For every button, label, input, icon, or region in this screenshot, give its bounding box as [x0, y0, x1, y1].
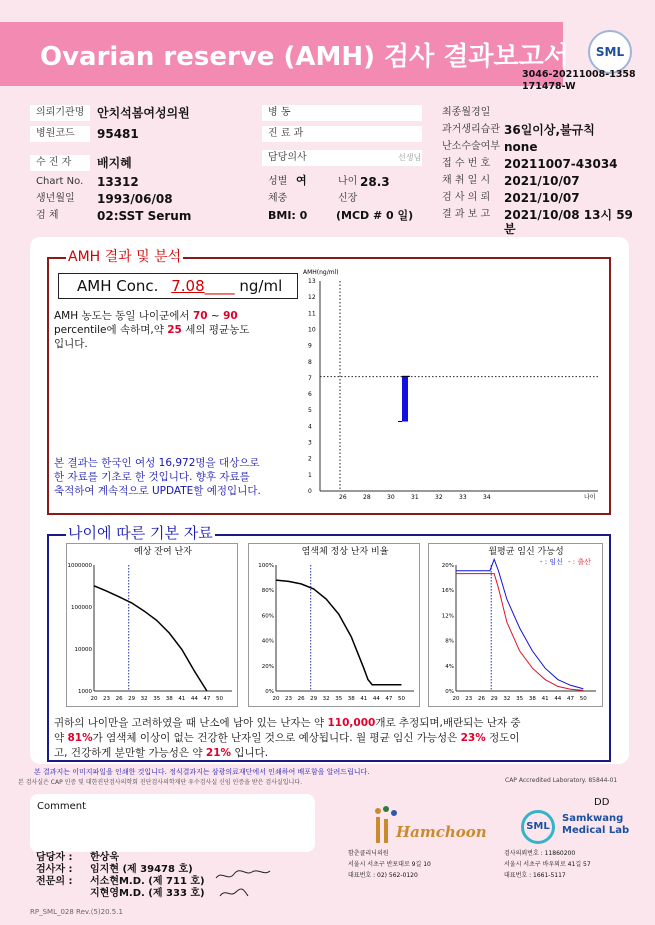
eggs-x-tick: 32: [140, 696, 148, 702]
eggs-series-line: [94, 586, 207, 691]
eggs-x-tick: 35: [153, 696, 161, 702]
staff-label: 담당자 :: [36, 852, 73, 863]
preg-chart: [428, 543, 603, 707]
normal-series-line: [276, 580, 401, 685]
normal-x-tick: 26: [297, 696, 305, 702]
hamchoon-line: 대표번호 : 02) 562-0120: [348, 872, 418, 879]
eggs-x-tick: 38: [165, 696, 173, 702]
label-birth: 생년월일: [36, 193, 75, 204]
value-hospital-code: 95481: [97, 127, 139, 141]
eggs-x-tick: 20: [90, 696, 98, 702]
normal-x-tick: 50: [397, 696, 405, 702]
sml-name-1: Samkwang: [562, 813, 624, 824]
amh-section-title: AMH 결과 및 분석: [66, 246, 183, 266]
eggs-y-tick: 1000000: [67, 563, 92, 569]
amh-note-line: 축적하여 계속적으로 UPDATE할 예정입니다.: [54, 485, 261, 497]
eggs-x-tick: 41: [178, 696, 186, 702]
report-id-line2: 171478-W: [522, 81, 576, 92]
label-specimen: 검 체: [36, 210, 59, 221]
amh-note-line: 본 결과는 한국인 여성 16,972명을 대상으로: [54, 457, 260, 469]
amh-conc-box: [58, 273, 298, 299]
staff-block: [36, 852, 205, 900]
amh-y-tick: 2: [308, 455, 312, 463]
sml-line: 서울시 서초구 바우뫼로 41길 57: [504, 861, 591, 868]
normal-y-tick: 60%: [261, 613, 274, 620]
preg-x-tick: 41: [541, 696, 549, 702]
label-hospital-code: 병원코드: [30, 126, 90, 142]
cap-number: CAP Accredited Laboratory. 85844-01: [505, 777, 618, 784]
amh-bar: [402, 376, 408, 421]
normal-x-tick: 32: [322, 696, 330, 702]
eggs-x-tick: 47: [203, 696, 211, 702]
value-mcd: (MCD # 0 일): [336, 209, 414, 222]
comment-box: [30, 794, 315, 852]
value-cycle: 36일이상,불규칙: [504, 123, 595, 137]
sum-e: 정도이: [489, 732, 520, 744]
label-receipt: 접 수 번 호: [442, 158, 491, 169]
amh-x-label: 나이: [584, 494, 596, 501]
amh-note-line: 한 자료를 기초로 한 것입니다. 향후 자료를: [54, 471, 250, 483]
staff-name: 서소현M.D. (제 711 호): [90, 876, 205, 887]
preg-legend-birth: - : 출산: [568, 558, 591, 566]
normal-x-tick: 38: [347, 696, 355, 702]
amh-y-tick: 12: [308, 294, 316, 302]
normal-x-tick: 41: [360, 696, 368, 702]
label-institution: 의뢰기관명: [30, 105, 90, 121]
label-ward: 병 동: [262, 105, 422, 121]
amh-y-tick: 5: [308, 407, 312, 415]
sml-logo: SML: [588, 30, 632, 74]
amh-x-tick: 31: [411, 494, 419, 501]
normal-x-tick: 29: [310, 696, 318, 702]
value-institution: 안치석봄여성의원: [97, 106, 190, 120]
label-cycle: 과거생리습관: [442, 124, 500, 135]
eggs-title: 예상 잔여 난자: [134, 547, 192, 557]
sum-eggs: 110,000: [327, 717, 376, 729]
preg-x-tick: 23: [465, 696, 473, 702]
normal-x-tick: 35: [335, 696, 343, 702]
preg-series-line: [456, 559, 583, 688]
preg-y-tick: 4%: [445, 663, 454, 670]
sum-preg-pct: 23%: [460, 732, 486, 744]
amh-x-tick: 34: [483, 494, 491, 501]
preg-series-line: [456, 574, 583, 691]
eggs-y-tick: 1000: [78, 689, 92, 695]
preg-y-tick: 20%: [441, 563, 454, 569]
eggs-x-tick: 29: [128, 696, 136, 702]
value-patient: 배지혜: [97, 156, 132, 170]
amh-chart: [300, 267, 600, 503]
amh-equiv-age: 25: [167, 324, 182, 336]
eggs-y-tick: 100000: [71, 605, 92, 611]
eggs-y-tick: 10000: [74, 647, 92, 653]
label-weight: 체중: [268, 193, 288, 204]
amh-conc-value: 7.08: [171, 277, 205, 295]
hamchoon-line: 서울시 서초구 반포대로 9길 10: [348, 861, 431, 868]
preg-x-tick: 26: [477, 696, 485, 702]
footer-code: RP_SML_028 Rev.(5)20.5.1: [30, 908, 123, 916]
amh-y-tick: 7: [308, 374, 312, 382]
amh-desc-a: AMH 농도는 동일 나이군에서: [54, 310, 190, 322]
age-summary: [54, 716, 610, 761]
normal-y-tick: 100%: [258, 563, 274, 569]
amh-y-tick: 11: [308, 310, 316, 318]
value-collected: 2021/10/07: [504, 174, 580, 188]
sum-c: 약: [54, 732, 65, 744]
label-requested: 검 사 의 뢰: [442, 192, 491, 203]
preg-x-tick: 20: [452, 696, 460, 702]
label-collected: 채 취 일 시: [442, 175, 491, 186]
sum-normal-pct: 81%: [67, 732, 93, 744]
normal-x-tick: 23: [285, 696, 293, 702]
amh-y-tick: 6: [308, 391, 312, 399]
amh-y-label: AMH(ng/ml): [303, 269, 339, 276]
amh-y-tick: 8: [308, 358, 312, 366]
amh-desc-c: 세의 평균농도: [185, 324, 250, 336]
hamchoon-line: 함춘클리닉의원: [348, 850, 389, 857]
normal-y-tick: 40%: [261, 638, 274, 645]
dd-mark: DD: [594, 797, 610, 808]
label-height: 신장: [338, 193, 358, 204]
report-id-line1: 3046-20211008-1358: [522, 69, 636, 80]
eggs-x-tick: 26: [115, 696, 123, 702]
amh-y-tick: 0: [308, 488, 312, 495]
amh-y-tick: 4: [308, 423, 312, 431]
doctor-suffix: 선생님: [398, 153, 422, 162]
sum-f: 고, 건강하게 분만할 가능성은 약: [54, 747, 203, 759]
sum-b: 개로 추정되며,배란되는 난자 중: [375, 717, 521, 729]
value-reported: 2021/10/08 13시 59: [504, 208, 633, 222]
preg-x-tick: 29: [490, 696, 498, 702]
preg-title: 월평균 임신 가능성: [488, 547, 564, 557]
label-dept: 진 료 과: [262, 126, 422, 142]
normal-y-tick: 0%: [265, 689, 274, 695]
amh-conc-unit: ng/ml: [239, 277, 283, 295]
sml-line: 검사의뢰번호 : 11860200: [504, 850, 576, 857]
amh-y-tick: 1: [308, 471, 312, 479]
amh-x-tick: 28: [363, 494, 371, 501]
sml-footer-logo: SML: [521, 810, 555, 844]
value-specimen: 02:SST Serum: [97, 209, 192, 223]
sml-name: [562, 813, 629, 837]
preg-x-tick: 35: [516, 696, 524, 702]
preg-y-tick: 8%: [445, 638, 454, 645]
amh-desc-b: percentile에 속하며,약: [54, 324, 164, 336]
amh-pct-high: 90: [223, 310, 238, 322]
sum-birth-pct: 21%: [205, 747, 232, 759]
label-doctor: 담당의사: [262, 150, 422, 166]
preg-x-tick: 32: [503, 696, 511, 702]
label-surgery: 난소수술여부: [442, 141, 500, 152]
comment-label: Comment: [37, 801, 86, 812]
amh-pct-low: 70: [192, 310, 208, 322]
normal-y-tick: 20%: [261, 663, 274, 670]
hamchoon-logo-text: Hamchoon: [396, 823, 487, 841]
value-age: 28.3: [360, 175, 390, 189]
preg-x-tick: 44: [554, 696, 562, 702]
value-receipt: 20211007-43034: [504, 157, 618, 171]
amh-y-tick: 13: [308, 278, 316, 285]
preg-x-tick: 38: [528, 696, 536, 702]
preg-legend-pregnancy: - : 임신: [540, 558, 563, 566]
staff-name: 한상욱: [90, 852, 119, 863]
eggs-x-tick: 44: [190, 696, 198, 702]
normal-x-tick: 47: [385, 696, 393, 702]
staff-label: 전문의 :: [36, 876, 73, 887]
eggs-x-tick: 23: [103, 696, 111, 702]
eggs-chart: [66, 543, 238, 707]
staff-name: 지현영M.D. (제 333 호): [90, 888, 205, 899]
label-lmp: 최종월경일: [442, 107, 491, 118]
normal-title: 염색체 정상 난자 비율: [301, 547, 389, 557]
preg-x-tick: 47: [567, 696, 575, 702]
value-bmi: BMI: 0: [268, 209, 308, 222]
staff-name: 임지현 (제 39478 호): [90, 864, 193, 875]
hamchoon-info: [348, 848, 431, 881]
sml-line: 대표번호 : 1661-5117: [504, 872, 566, 879]
preg-x-tick: 50: [579, 696, 587, 702]
amh-x-tick: 26: [339, 494, 347, 501]
label-reported: 결 과 보 고: [442, 209, 491, 220]
amh-desc-d: 입니다.: [54, 338, 88, 350]
preg-y-tick: 0%: [445, 689, 454, 695]
age-section-title: 나이에 따른 기본 자료: [68, 524, 213, 542]
sum-a: 귀하의 나이만을 고려하였을 때 난소에 남아 있는 난자는 약: [54, 717, 325, 729]
eggs-x-tick: 50: [215, 696, 223, 702]
amh-x-tick: 30: [387, 494, 395, 501]
sum-d: 가 염색체 이상이 없는 건강한 난자일 것으로 예상됩니다. 월 평균 임신 가능성은: [92, 732, 458, 744]
note-image-print: 본 결과지는 이미지파일을 인쇄한 것입니다. 정식결과지는 삼광의료재단에서 인쇄하여 배포함을 알려드립니다.: [34, 768, 370, 776]
amh-conc-blank: ____: [204, 277, 235, 295]
report-title: Ovarian reserve (AMH) 검사 결과보고서: [40, 42, 569, 72]
staff-label: 검사자 :: [36, 864, 73, 875]
amh-pct-sep: ~: [210, 310, 220, 322]
normal-chart: [248, 543, 420, 707]
amh-y-tick: 10: [308, 326, 316, 334]
label-age: 나이: [338, 176, 358, 187]
value-requested: 2021/10/07: [504, 191, 580, 205]
amh-x-tick: 33: [459, 494, 467, 501]
label-patient: 수 진 자: [30, 155, 90, 171]
amh-y-tick: 9: [308, 342, 312, 350]
normal-x-tick: 20: [272, 696, 280, 702]
preg-y-tick: 16%: [441, 588, 454, 595]
sml-name-2: Medical Lab: [562, 825, 630, 836]
value-sex: 여: [296, 174, 307, 187]
preg-y-tick: 12%: [441, 613, 454, 620]
sum-g: 입니다.: [234, 747, 269, 759]
value-surgery: none: [504, 140, 538, 154]
amh-note: [54, 456, 300, 498]
amh-y-tick: 3: [308, 439, 312, 447]
staff-label: [36, 888, 90, 900]
normal-x-tick: 44: [372, 696, 380, 702]
note-cap: 본 검사실은 CAP 인증 및 대한진단검사의학회 진단검사의학재단 우수검사실 신임 인증을 받은 검사실입니다.: [18, 779, 303, 786]
amh-description: [54, 309, 294, 351]
value-birth: 1993/06/08: [97, 192, 173, 206]
label-sex: 성별: [268, 176, 288, 187]
amh-conc-label: AMH Conc.: [77, 277, 159, 295]
label-chart-no: Chart No.: [36, 176, 84, 187]
normal-y-tick: 80%: [261, 588, 274, 595]
amh-x-tick: 32: [435, 494, 443, 501]
report-id: [522, 69, 636, 93]
sml-info: [504, 848, 591, 881]
value-chart-no: 13312: [97, 175, 139, 189]
value-reported-cont: 분: [504, 222, 516, 236]
signature-image: [212, 862, 274, 902]
hamchoon-logo: [368, 805, 487, 847]
